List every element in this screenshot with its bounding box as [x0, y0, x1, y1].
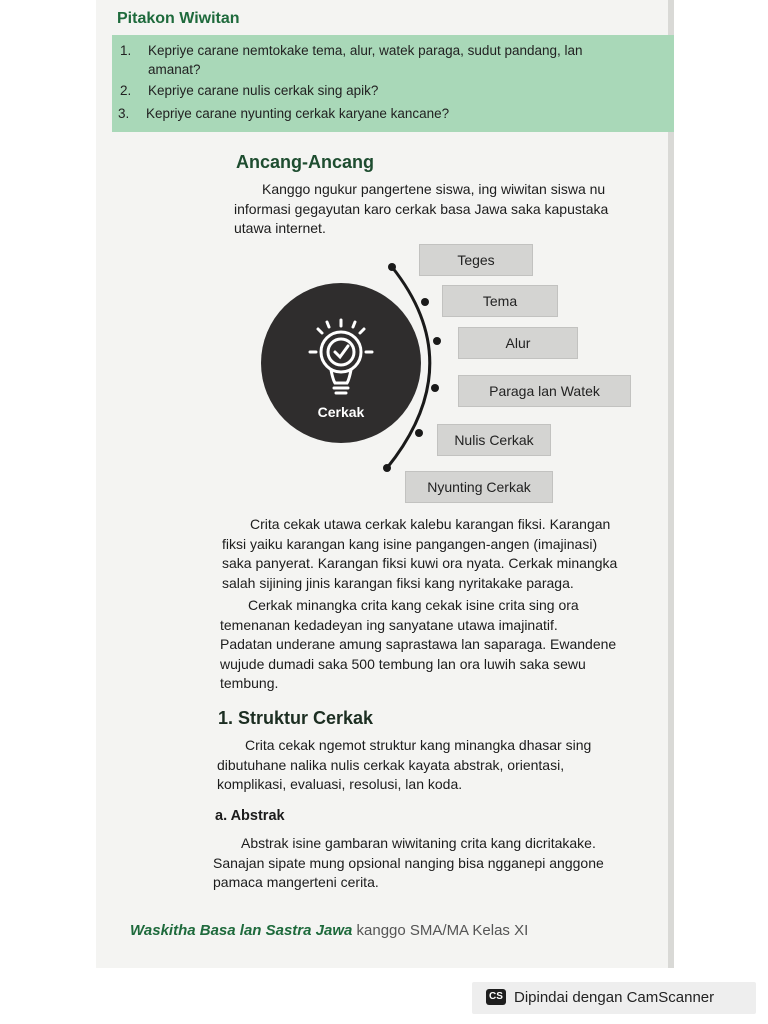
diagram-item-nyunting: Nyunting Cerkak [405, 471, 553, 503]
body-line: Sanajan sipate mung opsional nanging bisa ngganepi anggone [213, 854, 604, 871]
question-number: 3. [118, 106, 130, 121]
pitakon-title: Pitakon Wiwitan [117, 10, 240, 27]
page-footer [130, 922, 528, 939]
diagram-item-nulis: Nulis Cerkak [437, 424, 551, 456]
intro-line: informasi gegayutan karo cerkak basa Jawa saka kapustaka [234, 200, 609, 217]
diagram-item-alur: Alur [458, 327, 578, 359]
body-line: wujude dumadi saka 500 tembung lan ora luwih saka sewu [220, 655, 586, 672]
question-text: Kepriye carane nulis cerkak sing apik? [148, 83, 379, 98]
question-text: amanat? [148, 62, 201, 77]
abstrak-heading: a. Abstrak [215, 808, 285, 824]
arc-dot [431, 384, 439, 392]
intro-line: utawa internet. [234, 220, 326, 236]
body-line: Padatan underane amung saprastawa lan saparaga. Ewandene [220, 636, 617, 652]
body-line: Crita cekak utawa cerkak kalebu karangan fiksi. Karangan [250, 516, 611, 532]
body-line: Crita cekak ngemot struktur kang minangka dhasar sing [245, 737, 592, 753]
body-line: Cerkak minangka crita kang cekak isine crita sing ora [248, 597, 579, 613]
camscanner-watermark [472, 982, 756, 1014]
camscanner-logo-icon: CS [486, 989, 506, 1005]
diagram-item-teges: Teges [419, 244, 533, 276]
body-line: saka panyerat. Karangan fiksi kuwi ora nyata. Cerkak minangka [222, 555, 618, 571]
footer-book-title: Waskitha Basa lan Sastra Jawa [130, 922, 353, 939]
body-line: fiksi yaiku karangan kang isine pangangen-angen (imajinasi) [222, 535, 598, 552]
diagram-item-tema: Tema [442, 285, 558, 317]
struktur-heading: 1. Struktur Cerkak [218, 708, 374, 728]
question-text: Kepriye carane nyunting cerkak karyane kancane? [146, 106, 450, 121]
paragraph-2 [220, 596, 666, 694]
body-line: Abstrak isine gambaran wiwitaning crita kang dicritakake. [241, 835, 596, 851]
question-text: Kepriye carane nemtokake tema, alur, watek paraga, sudut pandang, lan [148, 43, 583, 58]
struktur-paragraph [217, 736, 666, 795]
body-line: pamaca mangerteni cerita. [213, 874, 379, 890]
ancang-heading: Ancang-Ancang [236, 152, 375, 172]
body-line: komplikasi, evaluasi, resolusi, lan koda. [217, 776, 463, 792]
ancang-intro [234, 180, 668, 239]
footer-suffix: kanggo SMA/MA Kelas XI [352, 922, 529, 939]
question-number: 1. [120, 43, 132, 58]
body-line: dibutuhane nalika nulis cerkak kayata abstrak, orientasi, [217, 756, 565, 773]
question-number: 2. [120, 83, 132, 98]
diagram-center-label: Cerkak [317, 404, 365, 420]
camscanner-label: Dipindai dengan CamScanner [514, 989, 715, 1006]
arc-dot [421, 298, 429, 306]
arc-dot [415, 429, 423, 437]
diagram-item-paraga: Paraga lan Watek [458, 375, 631, 407]
body-line: tembung. [220, 675, 279, 691]
page-edge [668, 0, 674, 968]
intro-line: Kanggo ngukur pangertene siswa, ing wiwitan siswa nu [262, 181, 606, 197]
cerkak-diagram [255, 240, 645, 510]
arc-dot [388, 263, 396, 271]
body-line: salah sijining jinis karangan fiksi kang nyritakake paraga. [222, 574, 574, 591]
paragraph-1 [222, 515, 666, 593]
arc-dot [383, 464, 391, 472]
questions-box [112, 35, 674, 132]
arc-dot [433, 337, 441, 345]
body-line: temenanan kedadeyan ing sanyatane utawa imajinatif. [220, 616, 558, 633]
abstrak-paragraph [213, 834, 666, 893]
